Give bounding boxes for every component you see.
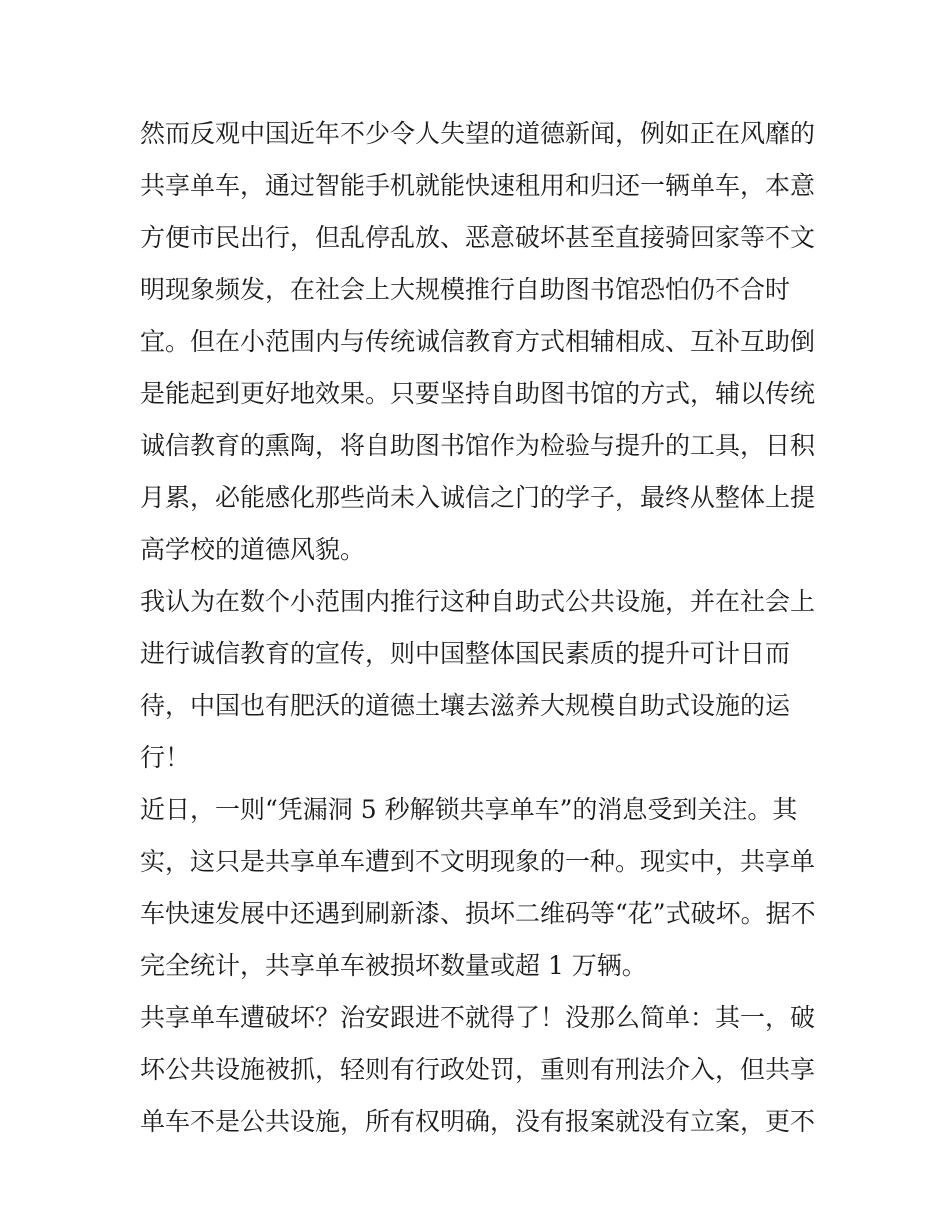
text-line: 我认为在数个小范围内推行这种自助式公共设施，并在社会上 — [140, 587, 816, 616]
text-line: 坏公共设施被抓，轻则有行政处罚，重则有刑法介入，但共享 — [140, 1055, 816, 1084]
text-line: 高学校的道德风貌。 — [140, 535, 366, 564]
text-line: 明现象频发，在社会上大规模推行自助图书馆恐怕仍不合时 — [140, 275, 791, 304]
text-line: 待，中国也有肥沃的道德土壤去滋养大规模自助式设施的运 — [140, 691, 791, 720]
text-line: 进行诚信教育的宣传，则中国整体国民素质的提升可计日而 — [140, 639, 791, 668]
text-line: 然而反观中国近年不少令人失望的道德新闻，例如正在风靡的 — [140, 119, 816, 148]
text-line: 共享单车遭破坏？治安跟进不就得了！没那么简单：其一，破 — [140, 1003, 816, 1032]
text-line: 完全统计，共享单车被损坏数量或超 1 万辆。 — [140, 951, 647, 980]
text-line: 月累，必能感化那些尚未入诚信之门的学子，最终从整体上提 — [140, 483, 816, 512]
text-line: 是能起到更好地效果。只要坚持自助图书馆的方式，辅以传统 — [140, 379, 816, 408]
text-line: 行！ — [140, 743, 191, 772]
text-line: 单车不是公共设施，所有权明确，没有报案就没有立案，更不 — [140, 1107, 816, 1136]
text-line: 共享单车，通过智能手机就能快速租用和归还一辆单车，本意 — [140, 171, 816, 200]
text-line: 方便市民出行，但乱停乱放、恶意破坏甚至直接骑回家等不文 — [140, 223, 816, 252]
text-line: 车快速发展中还遇到刷新漆、损坏二维码等“花”式破坏。据不 — [140, 899, 816, 928]
article-body — [140, 108, 820, 1148]
text-line: 实，这只是共享单车遭到不文明现象的一种。现实中，共享单 — [140, 847, 816, 876]
text-line: 近日，一则“凭漏洞 5 秒解锁共享单车”的消息受到关注。其 — [140, 795, 798, 824]
text-line: 宜。但在小范围内与传统诚信教育方式相辅相成、互补互助倒 — [140, 327, 816, 356]
text-line: 诚信教育的熏陶，将自助图书馆作为检验与提升的工具，日积 — [140, 431, 816, 460]
